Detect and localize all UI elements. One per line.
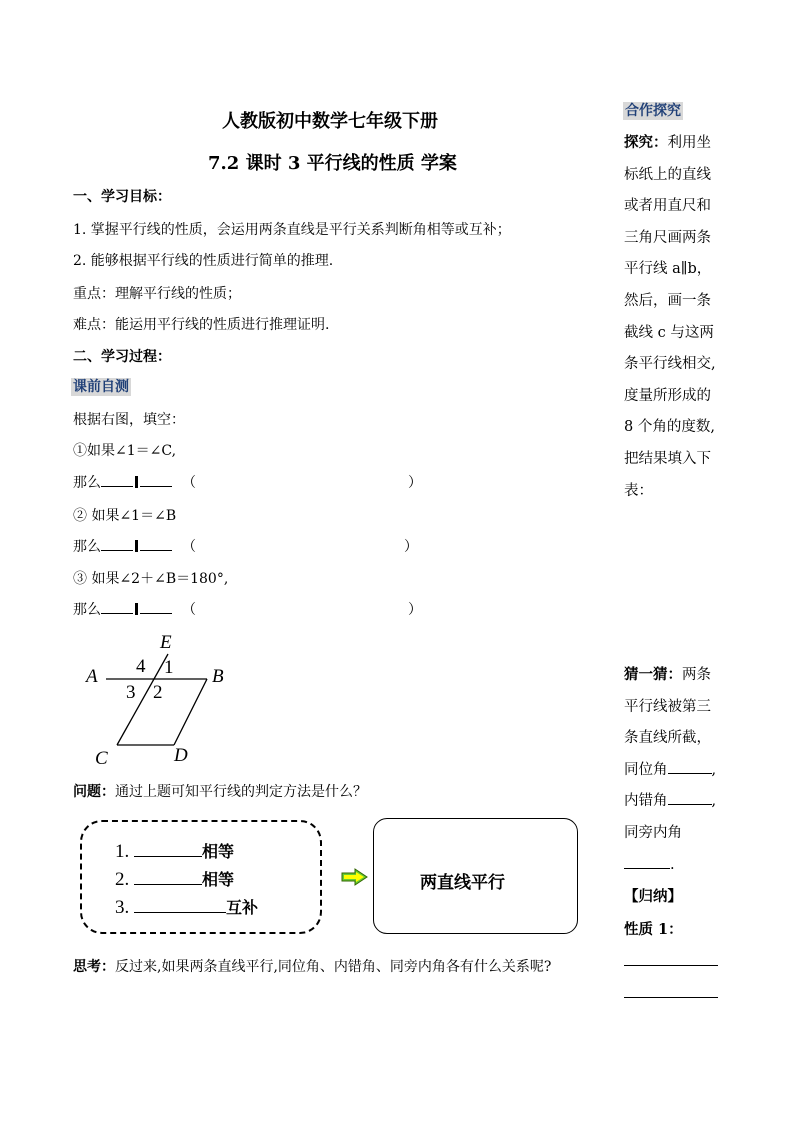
answer-line-1: 那么 （ ）: [73, 475, 422, 491]
angle-2: 2: [153, 682, 163, 703]
guess-block: 猜一猜：两条 平行线被第三 条直线所截， 同位角 , 内错角 , 同旁内角 . 【归纳】 性质 1：: [624, 666, 717, 938]
key-point: 重点：理解平行线的性质；: [73, 286, 241, 302]
angle-4: 4: [136, 656, 146, 677]
label-e: E: [160, 632, 172, 653]
label-c: C: [95, 748, 108, 769]
difficult-point: 难点：能运用平行线的性质进行推理证明.: [73, 317, 330, 333]
question-row: 问题：通过上题可知平行线的判定方法是什么？: [73, 784, 367, 800]
result-text: 两直线平行: [420, 873, 505, 893]
property-answer-line-2: [624, 997, 718, 998]
label-d: D: [174, 745, 188, 766]
think-row: 思考：反过来,如果两条直线平行,同位角、内错角、同旁内角各有什么关系呢?: [73, 959, 552, 975]
section2-heading: 二、学习过程：: [73, 349, 171, 365]
method-1: 1. 相等: [115, 841, 235, 862]
method-2: 2. 相等: [115, 869, 235, 890]
question-3: ③ 如果∠2＋∠B＝180°,: [73, 571, 229, 587]
label-b: B: [212, 666, 224, 687]
angle-3: 3: [126, 682, 136, 703]
question-2: ② 如果∠1＝∠B: [73, 508, 177, 524]
label-a: A: [86, 666, 98, 687]
line-bd: [174, 679, 207, 745]
answer-line-2: 那么 （ ）: [73, 539, 418, 555]
question-1: ①如果∠1＝∠C,: [73, 443, 177, 459]
right-arrow-icon: [341, 868, 369, 886]
page-subtitle: 7.2 课时 3 平行线的性质 学案: [208, 153, 457, 174]
explore-block: 探究：利用坐 标纸上的直线 或者用直尺和 三角尺画两条 平行线 a∥b， 然后，画一条 截线 c 与这两 条平行线相交, 度量所形成的 8 个角的度数, 把结果填入下 表：: [624, 134, 716, 499]
page-title: 人教版初中数学七年级下册: [222, 111, 438, 132]
pre-test-label: 课前自测: [73, 379, 129, 395]
section1-heading: 一、学习目标：: [73, 189, 171, 205]
angle-1: 1: [164, 657, 174, 678]
fill-intro: 根据右图，填空：: [73, 412, 185, 428]
method-3: 3. 互补: [115, 897, 259, 918]
goal-item-2: 2. 能够根据平行线的性质进行简单的推理.: [73, 253, 334, 269]
answer-line-3: 那么 （ ）: [73, 602, 422, 618]
property-answer-line-1: [624, 965, 718, 966]
sidebar-heading: 合作探究: [625, 103, 681, 119]
goal-item-1: 1. 掌握平行线的性质，会运用两条直线是平行关系判断角相等或互补；: [73, 222, 511, 238]
